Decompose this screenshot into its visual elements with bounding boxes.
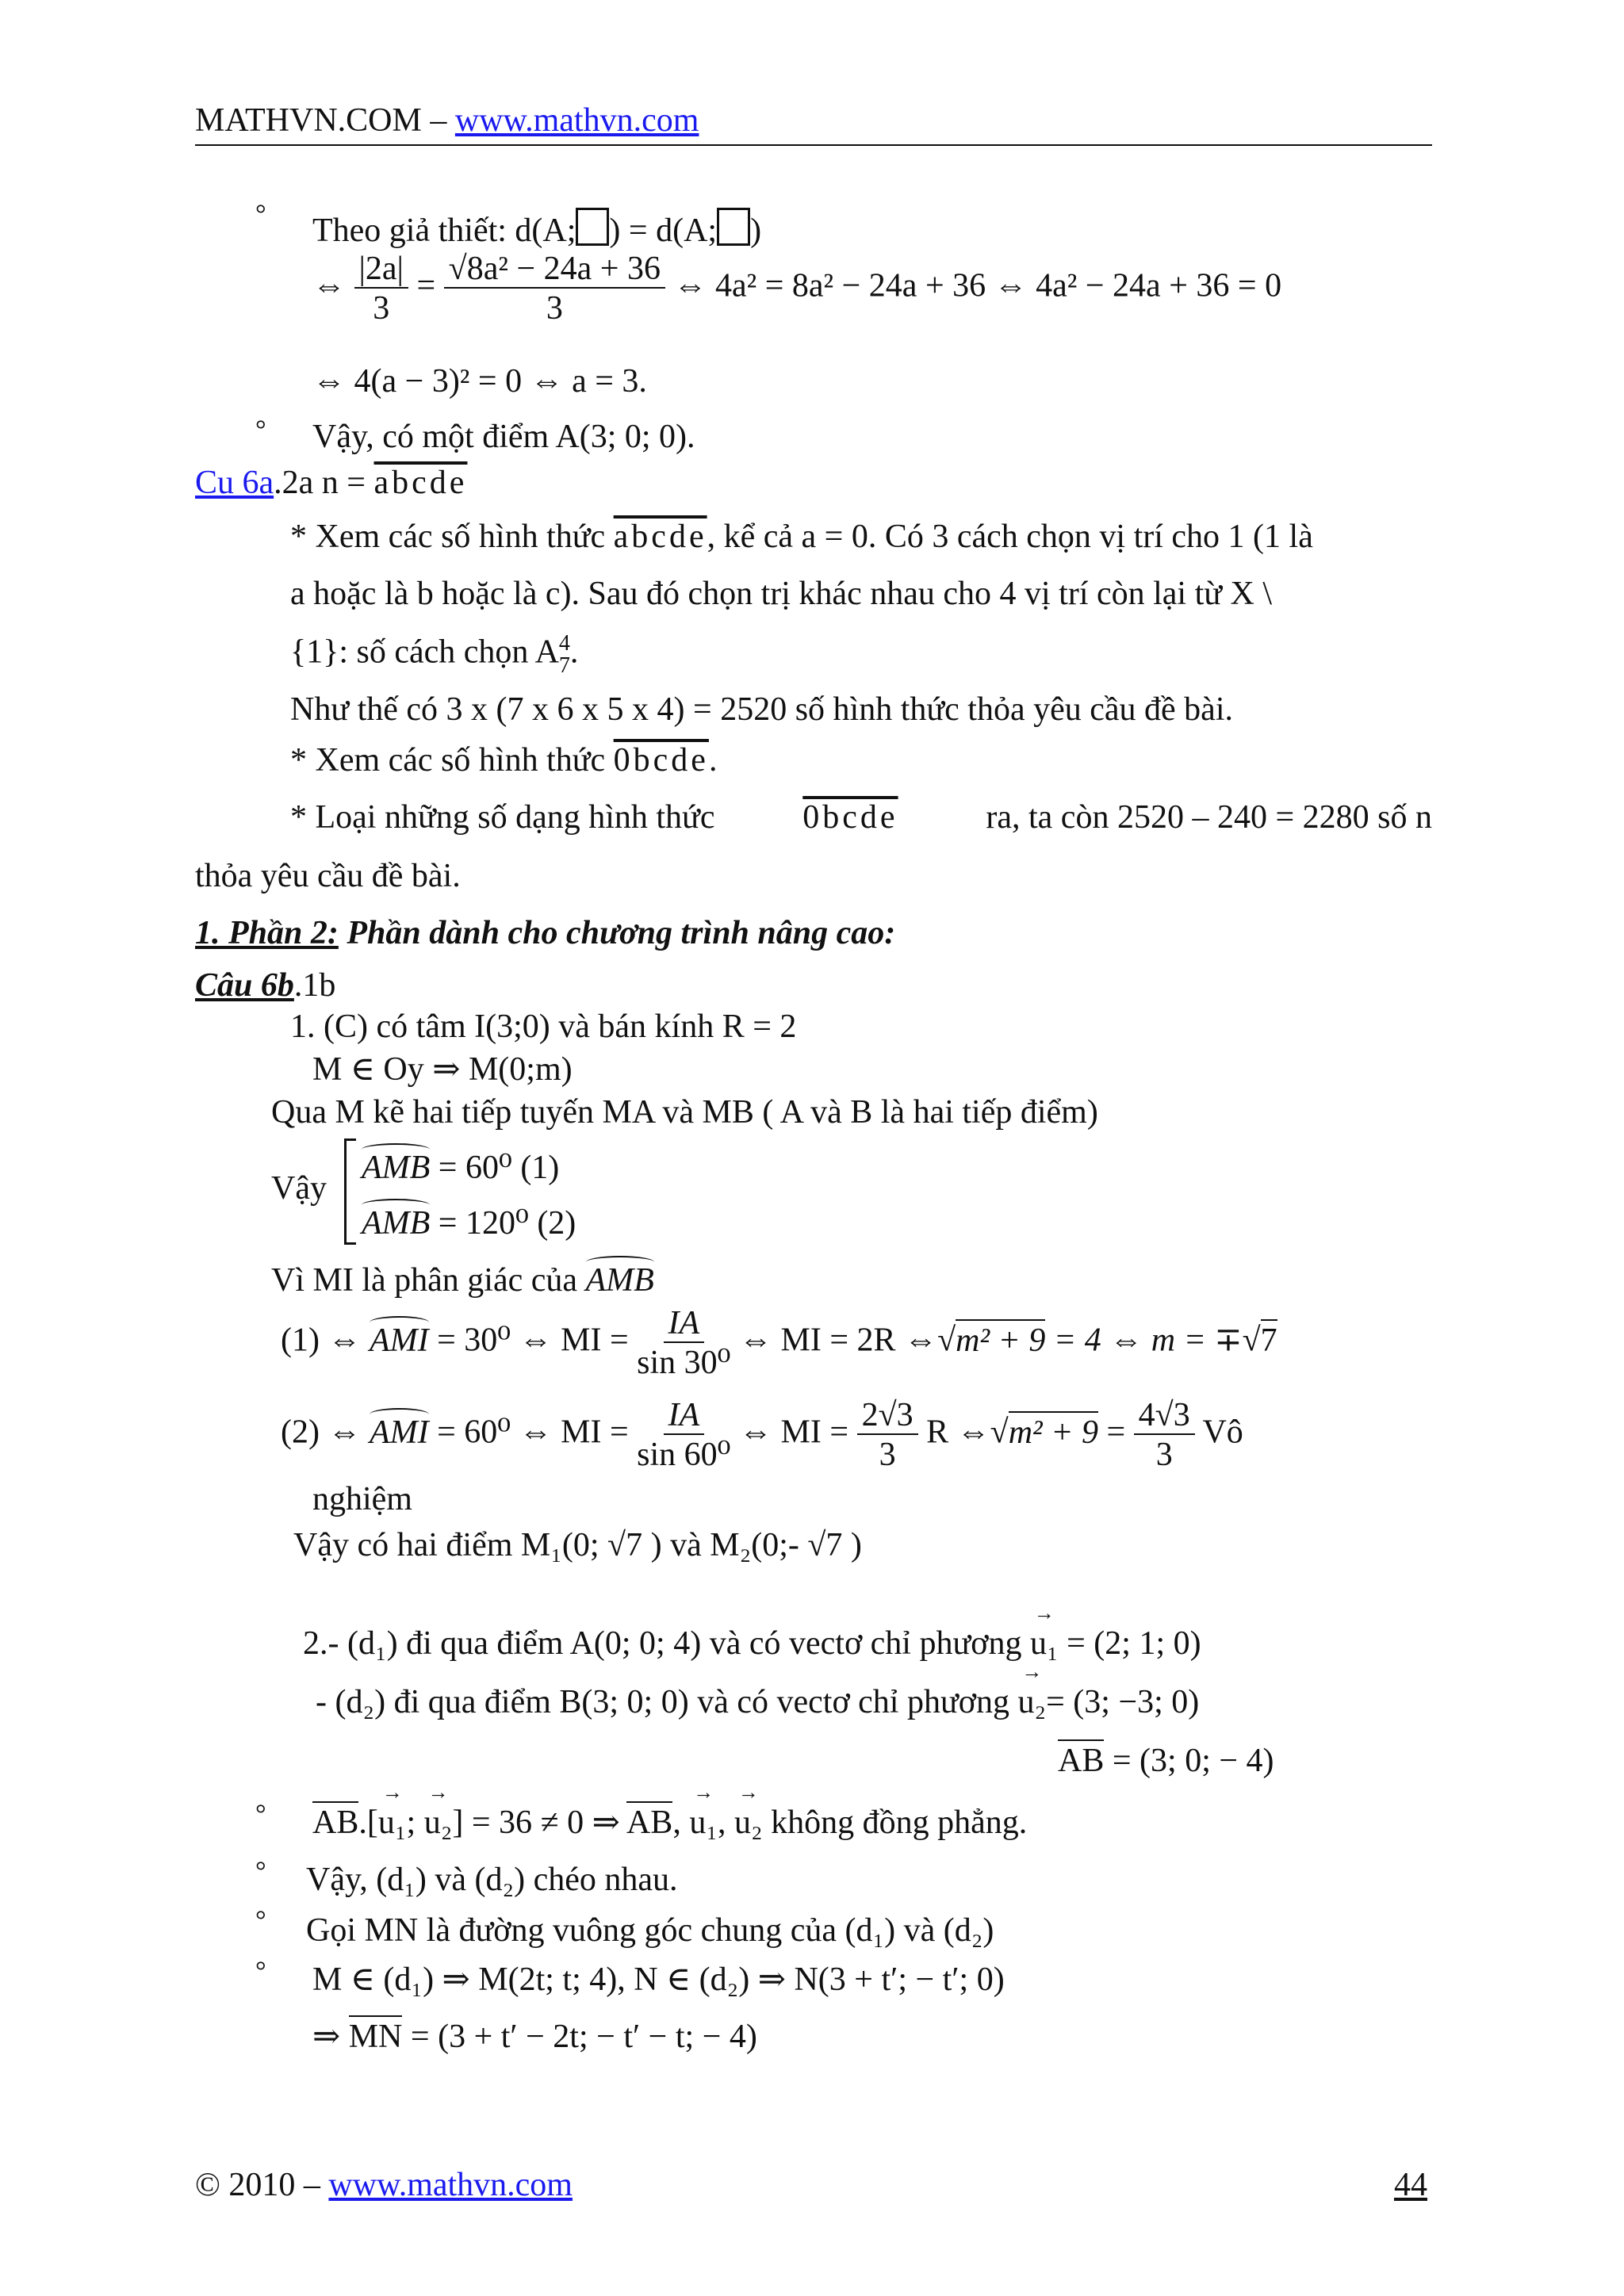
cu-6a-heading: Cu 6a.2a n = abcde	[195, 465, 468, 501]
d1-line: 2.- (d₁) đi qua điểm A(0; 0; 4) và có vectơ chỉ phương → u₁ = (2; 1; 0)	[303, 1627, 1201, 1660]
m-line-5: ⇒ MN = (3 + t′ − 2t; − t′ − t; − 4)	[312, 2020, 757, 2053]
bullet: °	[255, 1957, 266, 1986]
fraction: $\frac{2√3}{3}$	[857, 1399, 918, 1471]
equation-3: ⇔ 4(a − 3)² = 0 ⇔ a = 3.	[312, 363, 647, 400]
paragraph-3: {1}: số cách chọn A 4 7 .	[290, 631, 579, 678]
fraction: $\frac{IA}{\text{sin 60⁰}}$	[637, 1397, 731, 1473]
vay-label: Vậy	[271, 1170, 327, 1207]
case-1: AMB = 60⁰ (1)	[362, 1150, 560, 1186]
mixed-product-line: AB.[→ u₁; → u₂] = 36 ≠ 0 ⇒ AB, → u₁, → u₂ không đồng phẳng.	[312, 1806, 1027, 1839]
missing-glyph-box	[576, 208, 609, 246]
case-bracket	[344, 1138, 356, 1245]
cu-6a-link[interactable]: Cu 6a	[195, 465, 274, 501]
bullet: °	[255, 200, 266, 229]
equation-case-2: (2) ⇔ AMI = 60⁰ ⇔ MI = $\frac{IA}{\text{sin 60⁰}}$ ⇔ MI = $\frac{2√3}{3}$ R ⇔√m² + 9 = $\frac{4√3}{3}$ Vô	[281, 1397, 1243, 1473]
section-heading: 1. Phần 2: Phần dành cho chương trình nâng cao:	[195, 915, 896, 951]
paragraph-6: * Loại những số dạng hình thức 0bcde ra, ta còn 2520 – 240 = 2280 số n	[290, 799, 1432, 836]
equation-case-1: (1) ⇔ AMI = 30⁰ ⇔ MI = $\frac{IA}{\text{sin 30⁰}}$ ⇔ MI = 2R ⇔√m² + 9 = 4 ⇔ m = ∓√7	[281, 1305, 1277, 1381]
paragraph-7: thỏa yêu cầu đề bài.	[195, 858, 461, 894]
equation-2: ⇔ $\frac{|2a|}{3}$ = $\frac{\text{√8a² − 24a + 36}}{3}$ ⇔ 4a² = 8a² − 24a + 36 ⇔ 4a² − 24a + 36 = 0	[312, 251, 1282, 327]
b-line-3: Qua M kẽ hai tiếp tuyến MA và MB ( A và B là hai tiếp điểm)	[271, 1094, 1098, 1131]
line-1: Theo giả thiết: d(A; ) = d(A; )	[312, 208, 761, 247]
bullet: °	[255, 1906, 266, 1935]
footer-link[interactable]: www.mathvn.com	[328, 2167, 573, 2203]
b-line-5: Vậy có hai điểm M₁(0; √7 ) và M₂(0;- √7 )	[293, 1527, 862, 1563]
site-name: MATHVN.COM –	[195, 102, 455, 139]
header-rule	[195, 144, 1432, 146]
m-line-3: Gọi MN là đường vuông góc chung của (d₁) và (d₂)	[306, 1912, 994, 1949]
b-line-4: Vì MI là phân giác của AMB	[271, 1262, 654, 1299]
paragraph-4: Như thế có 3 x (7 x 6 x 5 x 4) = 2520 số hình thức thỏa yêu cầu đề bài.	[290, 691, 1233, 728]
fraction: $\frac{\text{√8a² − 24a + 36}}{3}$	[444, 252, 665, 325]
cau-6b-heading: Câu 6b.1b	[195, 967, 336, 1004]
footer-copy: © 2010 –	[195, 2167, 329, 2203]
missing-glyph-box	[717, 208, 750, 246]
line-4: Vậy, có một điểm A(3; 0; 0).	[312, 419, 695, 455]
b-line-1: 1. (C) có tâm I(3;0) và bán kính R = 2	[290, 1008, 797, 1045]
d2-line: - (d₂) đi qua điểm B(3; 0; 0) và có vectơ chỉ phương → u₂= (3; −3; 0)	[316, 1686, 1199, 1719]
paragraph-2: a hoặc là b hoặc là c). Sau đó chọn trị khác nhau cho 4 vị trí còn lại từ X \	[290, 576, 1273, 612]
fraction: $\frac{IA}{\text{sin 30⁰}}$	[637, 1305, 731, 1381]
bullet: °	[255, 1800, 266, 1829]
b-line-2: M ∈ Oy ⇒ M(0;m)	[312, 1051, 573, 1088]
bullet: °	[255, 1857, 266, 1886]
fraction: $\frac{4√3}{3}$	[1134, 1399, 1195, 1471]
page-number: 44	[1394, 2167, 1427, 2203]
header	[195, 101, 699, 140]
bullet: °	[255, 415, 266, 445]
nghiem: nghiệm	[312, 1481, 412, 1517]
footer	[195, 2166, 573, 2204]
case-2: AMB = 120⁰ (2)	[362, 1205, 576, 1242]
fraction: $\frac{|2a|}{3}$	[354, 252, 408, 325]
ab-line: AB = (3; 0; − 4)	[1058, 1744, 1274, 1777]
paragraph-5: * Xem các số hình thức 0bcde.	[290, 742, 718, 779]
m-line-2: Vậy, (d₁) và (d₂) chéo nhau.	[306, 1862, 678, 1898]
header-link[interactable]: www.mathvn.com	[454, 102, 699, 139]
m-line-4: M ∈ (d₁) ⇒ M(2t; t; 4), N ∈ (d₂) ⇒ N(3 + t′; − t′; 0)	[312, 1961, 1005, 1998]
paragraph-1: * Xem các số hình thức abcde, kể cả a = 0. Có 3 cách chọn vị trí cho 1 (1 là	[290, 519, 1313, 555]
